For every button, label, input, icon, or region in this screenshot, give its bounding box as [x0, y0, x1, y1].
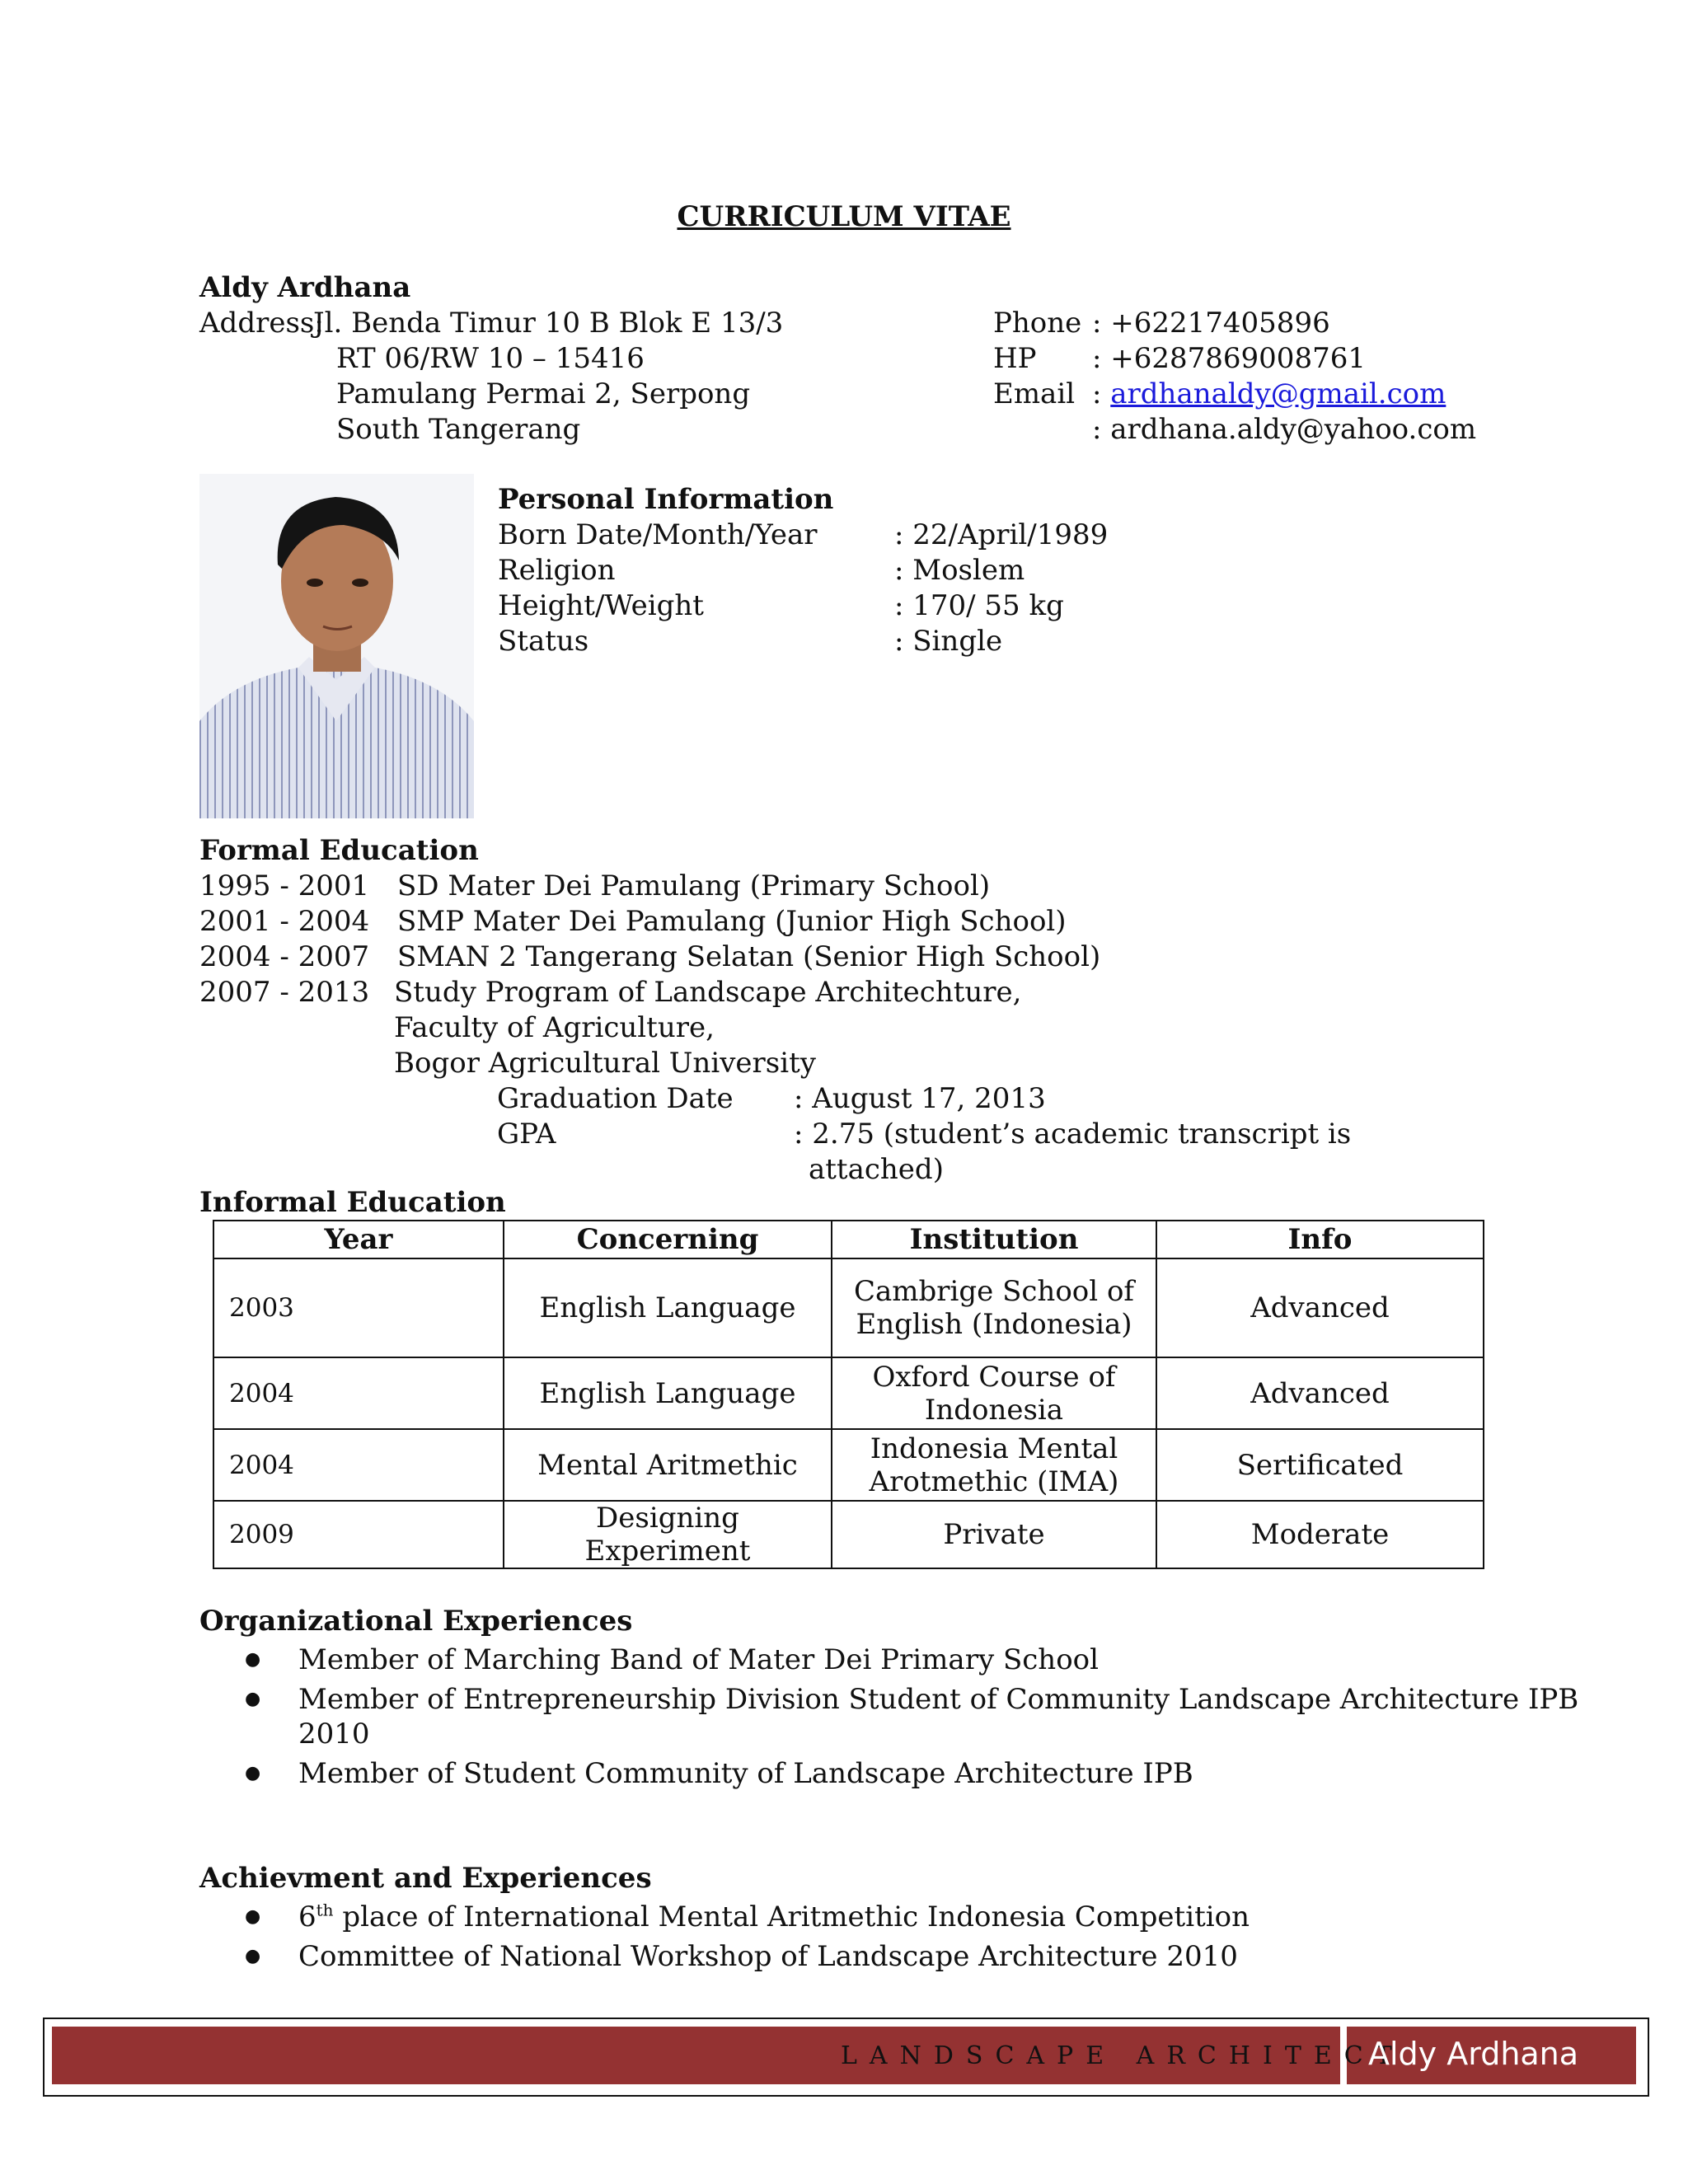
email-link[interactable]: ardhanaldy@gmail.com [1110, 377, 1447, 410]
cell-info: Moderate [1156, 1501, 1484, 1568]
header-year: Year [213, 1221, 504, 1258]
organizational-heading: Organizational Experiences [199, 1605, 633, 1638]
formal-school-2: SMP Mater Dei Pamulang (Junior High School) [397, 905, 1067, 938]
cell-info: Advanced [1156, 1258, 1484, 1357]
university-faculty: Faculty of Agriculture, [394, 1011, 715, 1044]
achievement-rank-suffix: th [316, 1900, 334, 1920]
email-value [1092, 377, 1446, 412]
list-item: ● Member of Marching Band of Mater Dei Primary School [199, 1643, 1642, 1677]
address-line-1: Jl. Benda Timur 10 B Blok E 13/3 [313, 307, 784, 340]
document-title: CURRICULUM VITAE [677, 200, 1011, 233]
table-header-row [213, 1221, 1484, 1258]
hp-label: HP [993, 342, 1037, 375]
gpa-label: GPA [497, 1118, 556, 1151]
cell-year: 2004 [213, 1357, 504, 1429]
cell-concerning: English Language [504, 1258, 832, 1357]
organizational-list [199, 1643, 1642, 1796]
address-line-3: Pamulang Permai 2, Serpong [336, 377, 751, 410]
hp-value: : +6287869008761 [1092, 342, 1366, 375]
footer-name: Aldy Ardhana [1368, 2036, 1579, 2072]
born-label: Born Date/Month/Year [498, 518, 818, 551]
address-line-4: South Tangerang [336, 413, 581, 446]
address-label: Address: [199, 307, 324, 340]
phone-value: : +62217405896 [1092, 307, 1330, 340]
formal-years-4: 2007 - 2013 [199, 976, 370, 1009]
footer-subtitle: LANDSCAPE ARCHITECT [841, 2041, 1404, 2070]
header-info: Info [1156, 1221, 1484, 1258]
status-value: : Single [894, 625, 1003, 658]
cell-institution: Oxford Course of Indonesia [832, 1357, 1156, 1429]
formal-school-4: Study Program of Landscape Architechture, [394, 976, 1022, 1009]
informal-education-heading: Informal Education [199, 1186, 506, 1219]
university-name: Bogor Agricultural University [394, 1047, 816, 1080]
phone-label: Phone [993, 307, 1082, 340]
table-row [213, 1501, 1484, 1568]
height-weight-label: Height/Weight [498, 589, 704, 622]
achievement-heading: Achievment and Experiences [199, 1862, 652, 1895]
email-colon: : [1092, 377, 1111, 410]
graduation-value: : August 17, 2013 [794, 1082, 1046, 1115]
formal-years-3: 2004 - 2007 [199, 940, 370, 973]
cell-info: Advanced [1156, 1357, 1484, 1429]
cell-info: Sertificated [1156, 1429, 1484, 1501]
graduation-label: Graduation Date [497, 1082, 734, 1115]
height-weight-value: : 170/ 55 kg [894, 589, 1064, 622]
achievement-list [199, 1900, 1642, 1979]
address-line-2: RT 06/RW 10 – 15416 [336, 342, 645, 375]
list-item: ● Committee of National Workshop of Landscape Architecture 2010 [199, 1939, 1642, 1974]
cell-year: 2004 [213, 1429, 504, 1501]
religion-value: : Moslem [894, 554, 1025, 587]
list-item: ● Member of Student Community of Landscape Architecture IPB [199, 1756, 1642, 1791]
informal-education-table [213, 1220, 1484, 1569]
header-institution: Institution [832, 1221, 1156, 1258]
formal-years-2: 2001 - 2004 [199, 905, 370, 938]
cell-institution: Private [832, 1501, 1156, 1568]
email-secondary: : ardhana.aldy@yahoo.com [1092, 413, 1477, 446]
cell-institution: Cambrige School of English (Indonesia) [832, 1258, 1156, 1357]
email-label: Email [993, 377, 1076, 410]
formal-school-3: SMAN 2 Tangerang Selatan (Senior High School) [397, 940, 1101, 973]
table-row [213, 1429, 1484, 1501]
cell-concerning: English Language [504, 1357, 832, 1429]
table-row [213, 1357, 1484, 1429]
achievement-rank: 6 [298, 1900, 316, 1933]
list-item: ● Member of Entrepreneurship Division Student of Community Landscape Architecture IPB 2010 [199, 1682, 1642, 1751]
formal-school-1: SD Mater Dei Pamulang (Primary School) [397, 869, 991, 902]
personal-info-heading: Personal Information [498, 483, 834, 516]
born-value: : 22/April/1989 [894, 518, 1109, 551]
cell-year: 2009 [213, 1501, 504, 1568]
profile-photo [199, 474, 474, 818]
cell-year: 2003 [213, 1258, 504, 1357]
formal-years-1: 1995 - 2001 [199, 869, 370, 902]
gpa-value: : 2.75 (student’s academic transcript is [794, 1118, 1352, 1151]
religion-label: Religion [498, 554, 616, 587]
gpa-value-cont: attached) [809, 1153, 944, 1186]
cell-concerning: Mental Aritmethic [504, 1429, 832, 1501]
cell-institution: Indonesia Mental Arotmethic (IMA) [832, 1429, 1156, 1501]
status-label: Status [498, 625, 589, 658]
list-item [199, 1900, 1642, 1934]
formal-education-heading: Formal Education [199, 834, 479, 867]
applicant-name: Aldy Ardhana [199, 271, 411, 304]
header-concerning: Concerning [504, 1221, 832, 1258]
table-row [213, 1258, 1484, 1357]
achievement-text: place of International Mental Aritmethic Indonesia Competition [333, 1900, 1250, 1933]
cell-concerning: Designing Experiment [504, 1501, 832, 1568]
